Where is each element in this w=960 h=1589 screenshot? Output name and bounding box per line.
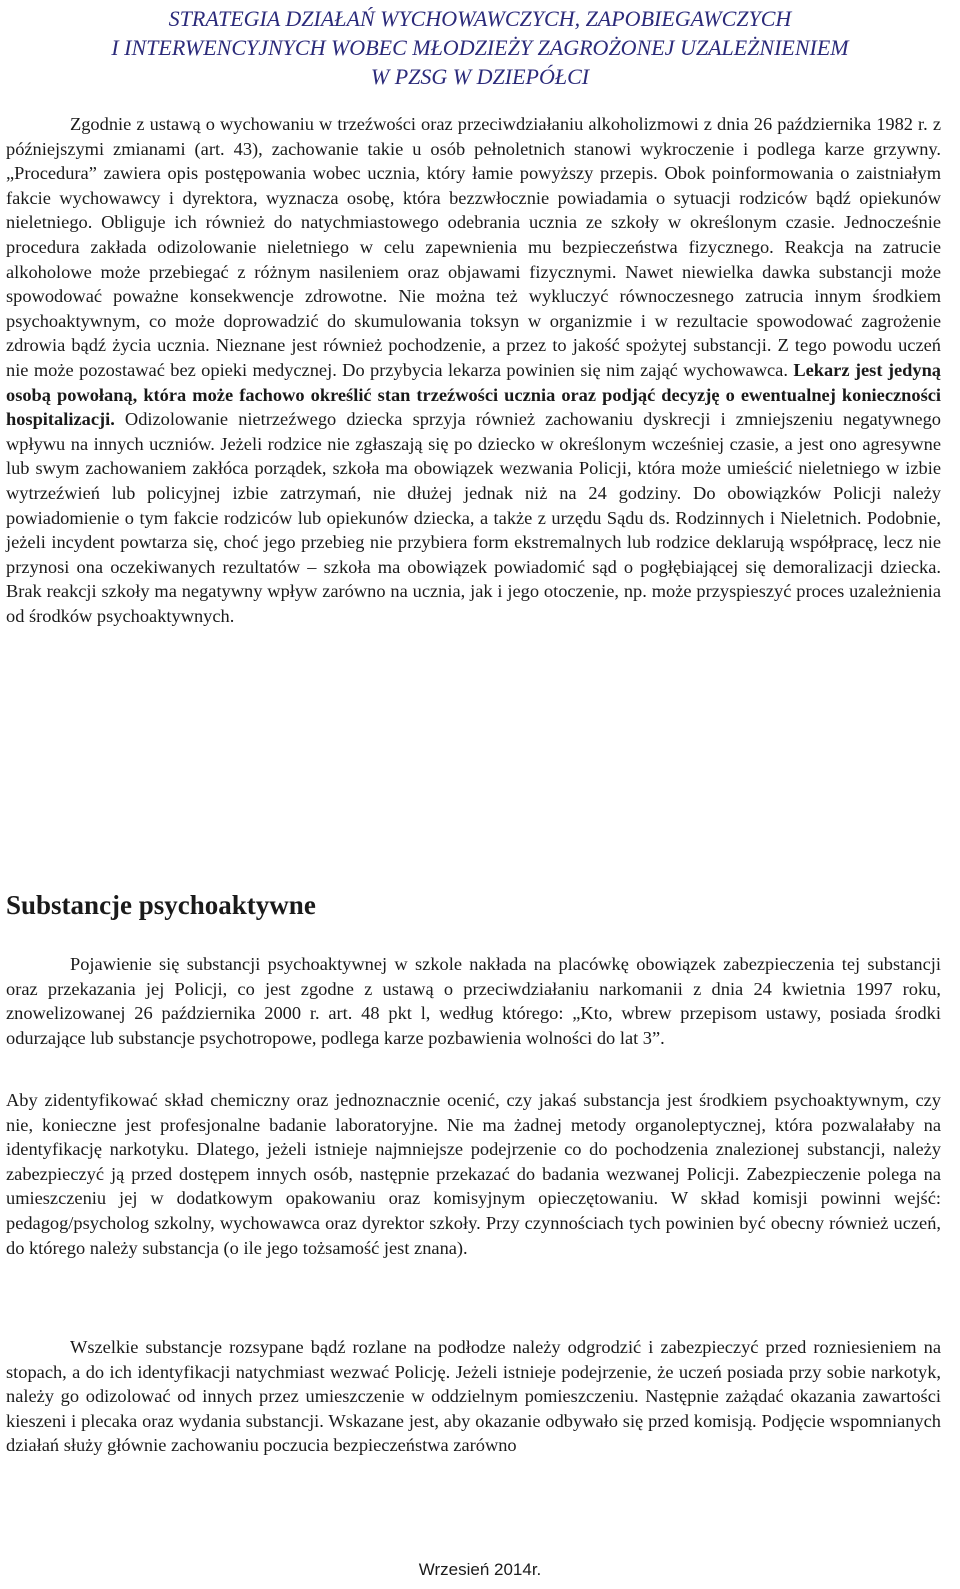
substances-text-1: Pojawienie się substancji psychoaktywnej w szkole nakłada na placówkę obowiązek zabezpieczenia tej substancji oraz przekazania jej Policji, co jest zgodne z ustawą o przeciwdziałaniu narkomanii z dnia 24 kwietnia 1997 roku, znowelizowanej 26 października 2000 r. art. 48 pkt l, według którego: „Kto, wbrew przepisom ustawy, posiada środki odurzające lub substancje psychotropowe, podlega karze pozbawienia wolności do lat 3”. xyxy=(6,954,941,1048)
title-line-2: I INTERWENCYJNYCH WOBEC MŁODZIEŻY ZAGROŻONEJ UZALEŻNIENIEM xyxy=(111,35,849,60)
title-line-1: STRATEGIA DZIAŁAŃ WYCHOWAWCZYCH, ZAPOBIEGAWCZYCH xyxy=(168,6,792,31)
substances-text-2: Aby zidentyfikować skład chemiczny oraz jednoznacznie ocenić, czy jakaś substancja jest środkiem psychoaktywnym, czy nie, konieczne jest profesjonalne badanie laboratoryjne. Nie ma żadnej metody organoleptycznej, która pozwalałaby na identyfikację narkotyku. Dlatego, jeżeli istnieje najmniejsze podejrzenie co do pochodzenia znalezionej substancji, należy zabezpieczyć ją przed dostępem innych osób, następnie przekazać do badania wezwanej Policji. Zabezpieczenie polega na umieszczeniu jej w dodatkowym opakowaniu oraz komisyjnym opieczętowaniu. W skład komisji powinni wejść: pedagog/psycholog szkolny, wychowawca oraz dyrektor szkoły. Przy czynnościach tych powinien być obecny również uczeń, do którego należy substancja (o ile jego tożsamość jest znana). xyxy=(6,1090,941,1258)
substances-paragraph-3 xyxy=(6,1335,941,1458)
page-footer-date: Wrzesień 2014r. xyxy=(418,1560,542,1579)
paragraph-text-2: Odizolowanie nietrzeźwego dziecka sprzyja również zachowaniu dyskrecji i zmniejszeniu negatywnego wpływu na innych uczniów. Jeżeli rodzice nie zgłaszają się po dziecko w określonym wcześniej czasie, a jest ono agresywne lub swym zachowaniem zakłóca porządek, szkoła ma obowiązek wezwania Policji, która może umieścić nieletniego w izbie wytrzeźwień lub policyjnej izbie zatrzymań, nie dłużej jednak niż na 24 godziny. Do obowiązków Policji należy powiadomienie o tym fakcie rodziców lub opiekunów dziecka, a także z urzędu Sądu ds. Rodzinnych i Nieletnich. Podobnie, jeżeli incydent powtarza się, choć jego przebieg nie przybiera form ekstremalnych lub rodzice deklarują współpracę, lecz nie przynosi ona oczekiwanych rezultatów – szkoła ma obowiązek powiadomić sąd o pogłębiającej się demoralizacji dziecka. Brak reakcji szkoły ma negatywny wpływ zarówno na ucznia, jak i jego otoczenie, np. może przyspieszyć proces uzależnienia od środków psychoaktywnych. xyxy=(6,409,941,626)
paragraph-text-1: Zgodnie z ustawą o wychowaniu w trzeźwości oraz przeciwdziałaniu alkoholizmowi z dnia 26 października 1982 r. z późniejszymi zmianami (art. 43), zachowanie takie u osób pełnoletnich stanowi wykroczenie i podlega karze grzywny. „Procedura” zawiera opis postępowania wobec ucznia, który łamie powyższy przepis. Obok poinformowania o zaistniałym fakcie wychowawcy i dyrektora, wyznacza osobę, która bezzwłocznie powiadamia o sytuacji rodziców bądź opiekunów nieletniego. Obliguje ich również do natychmiastowego odebrania ucznia ze szkoły w określonym czasie. Jednocześnie procedura zakłada odizolowanie nieletniego w celu zapewnienia mu bezpieczeństwa fizycznego. Reakcja na zatrucie alkoholowe może przebiegać z różnym nasileniem oraz objawami fizycznymi. Nawet niewielka dawka substancji może spowodować poważne konsekwencje zdrowotne. Nie można też wykluczyć równoczesnego zatrucia innym środkiem psychoaktywnym, co może doprowadzić do skumulowania toksyn w organizmie i w rezultacie spowodować zagrożenie zdrowia bądź życia ucznia. Nieznane jest również pochodzenie, a przez to jakość spożytej substancji. Z tego powodu uczeń nie może pozostawać bez opieki medycznej. Do przybycia lekarza powinien się nim zająć wychowawca. xyxy=(6,114,941,380)
substances-text-3: Wszelkie substancje rozsypane bądź rozlane na podłodze należy odgrodzić i zabezpieczyć przed rozniesieniem na stopach, a do ich identyfikacji natychmiast wezwać Policję. Jeżeli istnieje podejrzenie, że uczeń posiada przy sobie narkotyk, należy go odizolować od innych przez umieszczenie w oddzielnym pomieszczeniu. Następnie zażądać okazania zawartości kieszeni i plecaka oraz wydania substancji. Wskazane jest, aby okazanie odbywało się przed komisją. Podjęcie wspomnianych działań służy głównie zachowaniu poczucia bezpieczeństwa zarówno xyxy=(6,1337,941,1456)
document-title xyxy=(0,4,960,91)
substances-paragraph-2 xyxy=(6,1088,941,1260)
substances-paragraph-1 xyxy=(6,952,941,1050)
alcohol-procedure-paragraph xyxy=(6,112,941,628)
paragraph-bold-statement: Lekarz jest jedyną osobą powołaną, która może fachowo określić stan trzeźwości ucznia oraz podjąć decyzję o ewentualnej konieczności hospitalizacji. xyxy=(6,359,941,430)
section-heading: Substancje psychoaktywne xyxy=(6,890,316,920)
title-line-3: W PZSG W DZIEPÓŁCI xyxy=(370,64,590,89)
